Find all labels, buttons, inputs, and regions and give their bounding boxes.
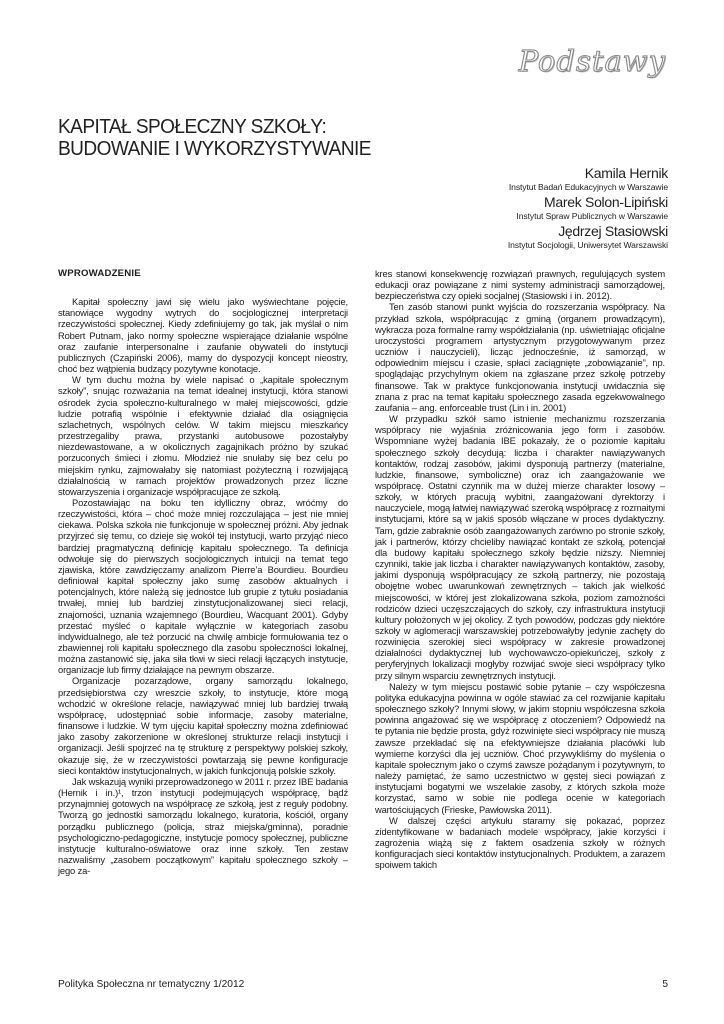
paragraph: W dalszej części artykułu staramy się pokazać, poprzez zidentyfikowane w badaniach modele współpracy, jakie korzyści i zagrożenia wiążą się z faktem osadzenia szkoły w różnych konfiguracjach sieci kontaktów instytucjonalnych. Produktem, a zarazem spoiwem takich (375, 814, 665, 871)
paragraph: W przypadku szkół samo istnienie mechanizmu rozszerzania współpracy nie wyjaśnia zróżnicowania jego form i zasobów. Wspomniane wyżej badania IBE pokazały, że o poziomie kapitału społecznego szkoły decydują: liczba i charakter nawiązywanych kontaktów, rodzaj zasobów, jakimi dysponują partnerzy (materialne, ludzkie, finansowe, symboliczne) oraz ich zaangażowanie we współpracę. Ostatni czynnik ma w dużej mierze charakter losowy – szkoły, w których pracują wybitni, zaangażowani dyrektorzy i nauczyciele, mogą łatwiej nawiązywać szeroką współpracę z rozmaitymi instytucjami, które są w jakiś sposób włączane w proces dydaktyczny. Tam, gdzie zabraknie osób zaangażowanych zarówno po stronie szkoły, jak i partnerów, którzy chcieliby nawiązać kontakt ze szkołą, potencjał dla budowy kapitału społecznego szkoły będzie niższy. Niemniej czynniki, takie jak liczba i charakter nawiązywanych kontaktów, zasoby, jakimi dysponują współpracujący ze szkołą partnerzy, nie pozostają obojętne wobec uwarunkowań zewnętrznych – takich jak wielkość miejscowości, w której jest zlokalizowana szkoła, poziom zamożności rodziców dzieci uczęszczających do szkoły, czy infrastruktura instytucji kultury położonych w jej okolicy. Z tych powodów, podczas gdy niektóre szkoły w aglomeracji warszawskiej potrzebowałyby jedynie zachęty do rozwinięcia szerokiej sieci współpracy w zakresie prowadzonej działalności dydaktycznej lub wychowawczo-opiekuńczej, szkoły z peryferyjnych lokalizacji mogłyby rozwijać swoje sieci współpracy tylko przy silnym wsparciu zewnętrznych instytucji. (375, 413, 665, 681)
section-heading: WPROWADZENIE (58, 268, 141, 279)
section-label: Podstawy (518, 44, 666, 78)
paragraph: Kapitał społeczny jawi się wielu jako wyświechtane pojęcie, stanowiące wygodny wytrych do socjologicznej interpretacji rzeczywistości społecznej. Kiedy zdefiniujemy go tak, jak myślał o nim Robert Putnam, jako normy społeczne wspierające działanie wspólne oraz zaufanie interpersonalne i zaufanie obywateli do instytucji publicznych (Czapiński 2006), mamy do dyspozycji koncept nieostry, choć bez wątpienia budzący pozytywne konotacje. (58, 296, 348, 375)
author-entry (338, 165, 668, 193)
paragraph: W tym duchu można by wiele napisać o „kapitale społecznym szkoły”, snując rozważania na temat idealnej instytucji, która stanowi ośrodek życia społeczno-kulturalnego w małej miejscowości, gdzie ludzie potrafią wspólnie i efektywnie działać dla osiągnięcia szlachetnych, wspólnych celów. W takim miejscu mieszkańcy przestrzegaliby prawa, przystanki autobusowe pozostałyby niezdewastowane, a w okolicznych zagajnikach próżno by szukać porzuconych śmieci i złomu. Młodzież nie snułaby się bez celu po miejskim rynku, zajmowałaby się natomiast pożyteczną i rozwijającą działalnością w ramach projektów prowadzonych przez liczne stowarzyszenia i organizacje współpracujące ze szkołą. (58, 374, 348, 497)
author-list (338, 165, 668, 252)
author-entry (338, 223, 668, 251)
author-entry (338, 194, 668, 222)
article-title (58, 116, 467, 160)
paragraph: kres stanowi konsekwencję rozwiązań prawnych, regulujących system edukacji oraz powiązane z nimi systemy administracji samorządowej, bezpieczeństwa czy opieki socjalnej (Stasiowski i in. 2012). (375, 268, 665, 302)
paragraph: Jak wskazują wyniki przeprowadzonego w 2011 r. przez IBE badania (Hernik i in.)¹, trzon instytucji podejmujących współpracę, bądź przynajmniej gotowych na współpracę ze szkołą, jest z reguły podobny. Tworzą go jednostki samorządu lokalnego, kuratoria, kościół, organy porządku publicznego (policja, straż miejska/gminna), poradnie psychologiczno-pedagogiczne, instytucje pomocy społecznej, publiczne instytucje kulturalno-oświatowe oraz inne szkoły. Ten zestaw nazwaliśmy „zasobem początkowym” kapitału społecznego szkoły – jego za- (58, 775, 348, 877)
right-column (375, 268, 665, 870)
author-name: Kamila Hernik (584, 165, 668, 181)
author-affiliation: Instytut Spraw Publicznych w Warszawie (516, 211, 668, 221)
author-name: Marek Solon-Lipiński (544, 194, 668, 210)
paragraph: Pozostawiając na boku ten idylliczny obraz, wróćmy do rzeczywistości, która – choć może mniej rozczulająca – jest nie mniej ciekawa. Polska szkoła nie funkcjonuje w społecznej próżni. Aby jednak przyjrzeć się temu, co dzieje się wokół tej instytucji, warto przyjąć nieco bardziej pragmatyczną definicję kapitału społecznego. Ta definicja odwołuje się do pierwszych socjologicznych intuicji na temat tego zjawiska, które zawdzięczamy analizom Pierre’a Bourdieu. Bourdieu definiował kapitał społeczny jako sumę zasobów aktualnych i potencjalnych, które należą się jednostce lub grupie z tytułu posiadania trwałej, mniej lub bardziej zinstytucjonalizowanej sieci relacji, znajomości, uznania wzajemnego (Bourdieu, Wacquant 2001). Gdyby przestać myśleć o kapitale wyłącznie w kategoriach zasobu indywidualnego, ale też porzucić na chwilę ambicje formułowania tez o zbawiennej roli kapitału społecznego dla zasobu społeczności lokalnej, można zastanowić się, jaka siła tkwi w sieci relacji łączących instytucje, organizacje lub firmy działające na pewnym obszarze. (58, 496, 348, 676)
paragraph: Ten zasób stanowi punkt wyjścia do rozszerzania współpracy. Na przykład szkoła, współpracując z gminą (organem prowadzącym), wykracza poza formalne ramy współdziałania (np. uświetniając oficjalne uroczystości programem artystycznym przygotowywanym przez uczniów i nauczycieli), licząc jednocześnie, iż samorząd, w odpowiednim miejscu i czasie, spłaci zaciągnięte „zobowiązanie”, np. spoglądając przychylnym okiem na zgłaszane przez szkołę potrzeby finansowe. Tak w praktyce funkcjonowania instytucji uwidacznia się znana z prac na temat kapitału społecznego zasada egzekwowalnego zaufania – ang. enforceable trust (Lin i in. 2001) (375, 301, 665, 413)
author-affiliation: Instytut Socjologii, Uniwersytet Warszawski (507, 240, 668, 250)
journal-footer: Polityka Społeczna nr tematyczny 1/2012 (58, 979, 245, 990)
author-affiliation: Instytut Badań Edukacyjnych w Warszawie (508, 182, 668, 192)
article-title-line-2: BUDOWANIE I WYKORZYSTYWANIE (58, 137, 371, 160)
page-number: 5 (662, 979, 668, 990)
paragraph: Należy w tym miejscu postawić sobie pytanie – czy współczesna polityka edukacyjna powinna w ogóle stawiać za cel rozwijanie kapitału społecznego szkoły? Innymi słowy, w jakim stopniu współczesna szkoła powinna angażować się we współpracę z otoczeniem? Odpowiedź na te pytania nie będzie prosta, gdyż rozwinięte sieci współpracy nie muszą zawsze przekładać się na efektywniejsze działania placówki lub wymierne korzyści dla jej uczniów. Choć przywykliśmy do myślenia o kapitale społecznym jako o czymś zawsze pożądanym i pozytywnym, to należy pamiętać, że samo uczestnictwo w gęstej sieci powiązań z instytucjami bogatymi we wszelakie zasoby, z których szkoła może korzystać, samo w sobie nie podlega ocenie w kategoriach wartościujących (Frieske, Pawłowska 2011). (375, 680, 665, 815)
author-name: Jędrzej Stasiowski (558, 223, 668, 239)
paragraph: Organizacje pozarządowe, organy samorządu lokalnego, przedsiębiorstwa czy wreszcie szkoły, to instytucje, które mogą wchodzić w określone relacje, nawiązywać mniej lub bardziej trwałą współpracę, udostępniać sobie informacje, zasoby materialne, finansowe i ludzkie. W tym ujęciu kapitał społeczny można zdefiniować jako zasoby zakorzenione w określonej strukturze relacji instytucji i organizacji. Jeśli spojrzeć na tę strukturę z perspektywy polskiej szkoły, okazuje się, że w rzeczywistości powtarzają się pewne konfiguracje sieci kontaktów instytucjonalnych, w jakich funkcjonują polskie szkoły. (58, 675, 348, 776)
left-column (58, 268, 348, 876)
article-title-line-1: KAPITAŁ SPOŁECZNY SZKOŁY: (58, 115, 327, 138)
